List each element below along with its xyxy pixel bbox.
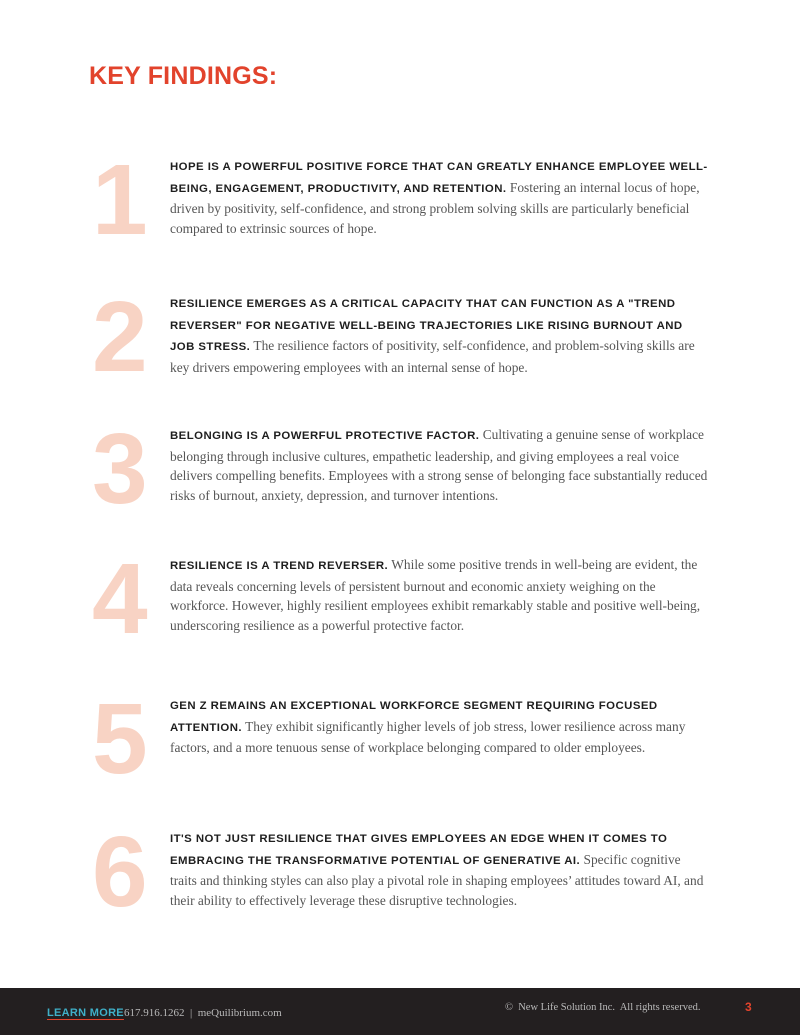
page-title: KEY FINDINGS: xyxy=(89,62,278,90)
footer-contact: 617.916.1262 | meQuilibrium.com xyxy=(124,1007,282,1019)
finding-body: Cultivating a genuine sense of workplace belonging through inclusive cultures, empathetic leadership, and giving employees a real voice delivers compelling benefits. Employees with a strong sense of belonging face substantially reduced risks of burnout, anxiety, depression, and turnover intentions. xyxy=(170,427,708,503)
finding-text xyxy=(170,156,710,238)
page-footer xyxy=(0,988,800,1035)
finding-text xyxy=(170,555,710,635)
finding-number: 5 xyxy=(92,683,148,795)
finding-body: Specific cognitive traits and thinking styles can also play a pivotal role in shaping employees’ attitudes toward AI, and their ability to effectively leverage these disruptive technologies. xyxy=(170,851,704,908)
finding-number: 2 xyxy=(92,281,148,393)
finding-lead: RESILIENCE IS A TREND REVERSER. xyxy=(170,560,389,572)
finding-lead: IT'S NOT JUST RESILIENCE THAT GIVES EMPLOYEES AN EDGE WHEN IT COMES TO EMBRACING THE TRANSFORMATIVE POTENTIAL OF GENERATIVE AI. xyxy=(170,833,668,867)
learn-more-link[interactable]: LEARN MORE xyxy=(47,1007,124,1019)
finding-body: The resilience factors of positivity, self-confidence, and problem-solving skills are key drivers empowering employees with an internal sense of hope. xyxy=(170,338,695,375)
finding-number: 3 xyxy=(92,413,148,525)
page-number: 3 xyxy=(745,1000,752,1014)
finding-body: They exhibit significantly higher levels of job stress, lower resilience across many factors, and a more tenuous sense of workplace belonging compared to older employees. xyxy=(170,718,686,756)
finding-lead: BELONGING IS A POWERFUL PROTECTIVE FACTOR. xyxy=(170,430,480,442)
finding-text xyxy=(170,828,710,910)
finding-number: 4 xyxy=(92,543,148,655)
finding-number: 1 xyxy=(92,144,148,256)
finding-text xyxy=(170,293,710,377)
finding-lead: GEN Z REMAINS AN EXCEPTIONAL WORKFORCE SEGMENT REQUIRING FOCUSED ATTENTION. xyxy=(170,700,658,734)
finding-text xyxy=(170,425,710,505)
finding-lead: RESILIENCE EMERGES AS A CRITICAL CAPACITY THAT CAN FUNCTION AS A "TREND REVERSER" FOR NEGATIVE WELL-BEING TRAJECTORIES LIKE RISING BURNOUT AND JOB STRESS. xyxy=(170,298,683,354)
footer-copyright: © New Life Solution Inc. All rights reserved. xyxy=(505,1002,701,1013)
finding-number: 6 xyxy=(92,816,148,928)
finding-body: Fostering an internal locus of hope, driven by positivity, self-confidence, and strong problem solving skills are particularly beneficial compared to extrinsic sources of hope. xyxy=(170,179,700,236)
finding-lead: HOPE IS A POWERFUL POSITIVE FORCE THAT CAN GREATLY ENHANCE EMPLOYEE WELL-BEING, ENGAGEMENT, PRODUCTIVITY, AND RETENTION. xyxy=(170,161,708,195)
finding-text xyxy=(170,695,710,758)
finding-body: While some positive trends in well-being are evident, the data reveals concerning levels of persistent burnout and economic anxiety weighing on the workforce. However, highly resilient employees exhibit remarkably stable and positive well-being, underscoring resilience as a powerful protective factor. xyxy=(170,557,701,633)
